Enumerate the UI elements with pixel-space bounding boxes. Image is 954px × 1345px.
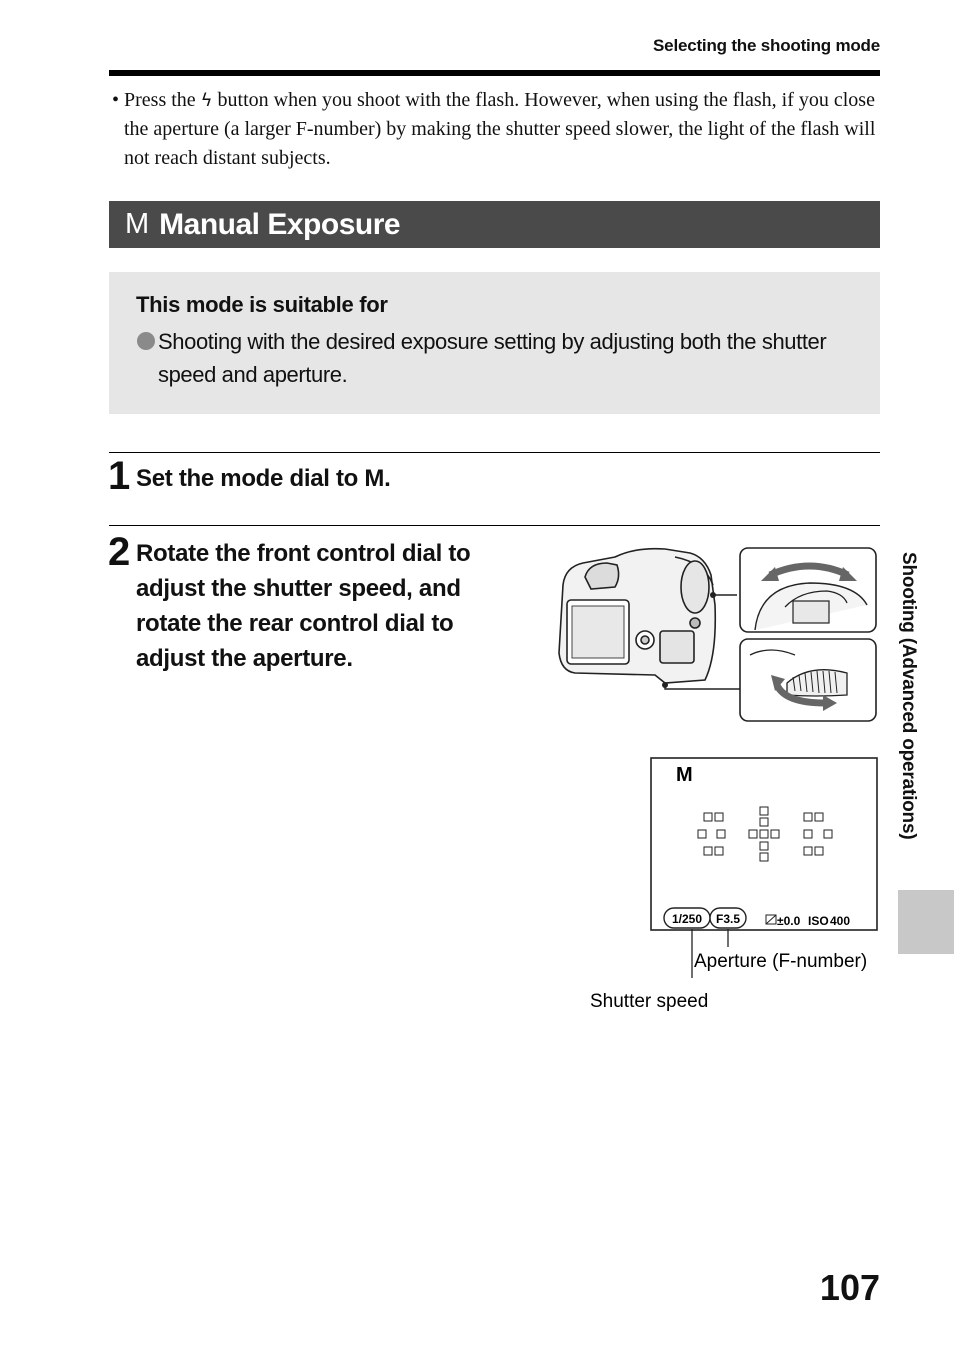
front-dial-inset (740, 548, 876, 632)
suitable-item: Shooting with the desired exposure setting by adjusting both the shutter speed and aperture. (158, 329, 827, 387)
lcd-iso-label: ISO (808, 914, 829, 928)
step-2-text: Rotate the front control dial to adjust the shutter speed, and rotate the rear control dial to adjust the aperture. (136, 540, 471, 672)
lcd-iso-value: 400 (830, 914, 851, 928)
step-1-number: 1 (108, 454, 131, 498)
lcd-display-illustration (584, 757, 884, 1017)
lcd-shutter-value: 1/250 (671, 912, 703, 926)
rear-dial-inset (740, 639, 876, 721)
camera-illustration (555, 545, 885, 725)
camera-lens (681, 561, 709, 613)
side-tab-marker (898, 890, 954, 954)
note-bullet: • (112, 89, 120, 111)
lcd-mode-label: M (676, 764, 693, 786)
header-rule (109, 70, 880, 76)
step-2-rule (109, 525, 880, 526)
suitable-heading: This mode is suitable for (136, 292, 388, 317)
note-text-start: Press the (124, 89, 201, 111)
lcd-exposure-comp: ±0.0 (777, 914, 801, 928)
mode-m-icon: M (125, 208, 150, 240)
section-side-tab (893, 552, 925, 892)
page-number: 107 (819, 1267, 880, 1308)
lcd-aperture-value: F3.5 (715, 912, 741, 926)
shutter-callout-label: Shutter speed (590, 991, 709, 1012)
step-1-rule (109, 452, 880, 453)
note-text-end: button when you shoot with the flash. However, when using the flash, if you close the aperture (a larger F-number) by making the shutter speed slower, the light of the flash will not reach distant subjects. (124, 89, 876, 169)
step-2-number: 2 (108, 530, 131, 574)
running-header: Selecting the shooting mode (653, 36, 880, 55)
note-text (124, 86, 880, 173)
section-title: Manual Exposure (159, 207, 401, 241)
rear-dial-leader (665, 685, 741, 689)
section-title-bar (109, 201, 880, 248)
af-points (698, 807, 832, 861)
side-tab-label: Shooting (Advanced operations) (898, 552, 919, 840)
aperture-callout-label: Aperture (F-number) (694, 951, 868, 972)
suitable-for-box (109, 272, 880, 414)
flash-icon: ϟ (200, 90, 213, 111)
step-1-text: Set the mode dial to M. (136, 465, 391, 492)
bullet-dot-icon (137, 332, 155, 350)
flash-note (110, 86, 880, 173)
exposure-comp-icon (766, 915, 776, 924)
